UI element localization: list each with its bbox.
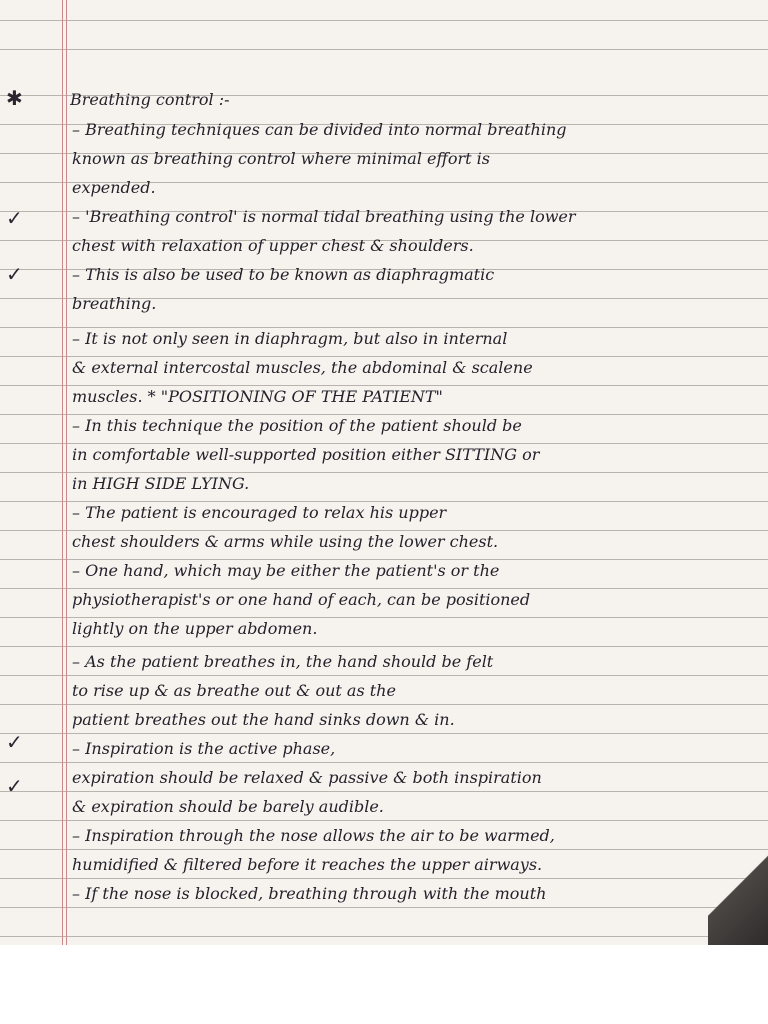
check-mark-icon: ✓ xyxy=(6,730,23,754)
blank-background xyxy=(0,945,768,1024)
note-line: – This is also be used to be known as diaphragmatic xyxy=(72,265,495,284)
note-line: – One hand, which may be either the patient's or the xyxy=(72,561,500,580)
note-line: chest with relaxation of upper chest & shoulders. xyxy=(72,236,474,255)
note-line: – It is not only seen in diaphragm, but also in internal xyxy=(72,329,508,348)
note-line: expended. xyxy=(72,178,156,197)
note-line: – Inspiration is the active phase, xyxy=(72,739,336,758)
note-line: – If the nose is blocked, breathing through with the mouth xyxy=(72,884,547,903)
check-mark-icon: ✓ xyxy=(6,206,23,230)
note-line: – 'Breathing control' is normal tidal breathing using the lower xyxy=(72,207,576,226)
page-corner-shadow xyxy=(708,855,768,945)
note-line: known as breathing control where minimal effort is xyxy=(72,149,490,168)
star-mark-icon: ✱ xyxy=(6,86,23,110)
note-line: chest shoulders & arms while using the lower chest. xyxy=(72,532,499,551)
note-line: – Inspiration through the nose allows the air to be warmed, xyxy=(72,826,555,845)
check-mark-icon: ✓ xyxy=(6,262,23,286)
check-mark-icon: ✓ xyxy=(6,774,23,798)
note-line: & expiration should be barely audible. xyxy=(72,797,384,816)
note-line: to rise up & as breathe out & out as the xyxy=(72,681,396,700)
note-line: in HIGH SIDE LYING. xyxy=(72,474,250,493)
note-line: – In this technique the position of the patient should be xyxy=(72,416,522,435)
notes-heading: Breathing control :- xyxy=(70,90,230,109)
note-line: – The patient is encouraged to relax his upper xyxy=(72,503,447,522)
note-line: lightly on the upper abdomen. xyxy=(72,619,318,638)
note-line: humidified & filtered before it reaches the upper airways. xyxy=(72,855,543,874)
note-line: muscles. * "POSITIONING OF THE PATIENT" xyxy=(72,387,443,406)
margin-rule-right xyxy=(66,0,67,945)
note-line: – Breathing techniques can be divided into normal breathing xyxy=(72,120,567,139)
note-line: – As the patient breathes in, the hand should be felt xyxy=(72,652,494,671)
note-line: breathing. xyxy=(72,294,157,313)
note-line: in comfortable well-supported position either SITTING or xyxy=(72,445,540,464)
note-line: patient breathes out the hand sinks down & in. xyxy=(72,710,455,729)
note-line: expiration should be relaxed & passive & both inspiration xyxy=(72,768,542,787)
note-line: & external intercostal muscles, the abdominal & scalene xyxy=(72,358,533,377)
note-line: physiotherapist's or one hand of each, can be positioned xyxy=(72,590,531,609)
margin-rule-left xyxy=(62,0,63,945)
